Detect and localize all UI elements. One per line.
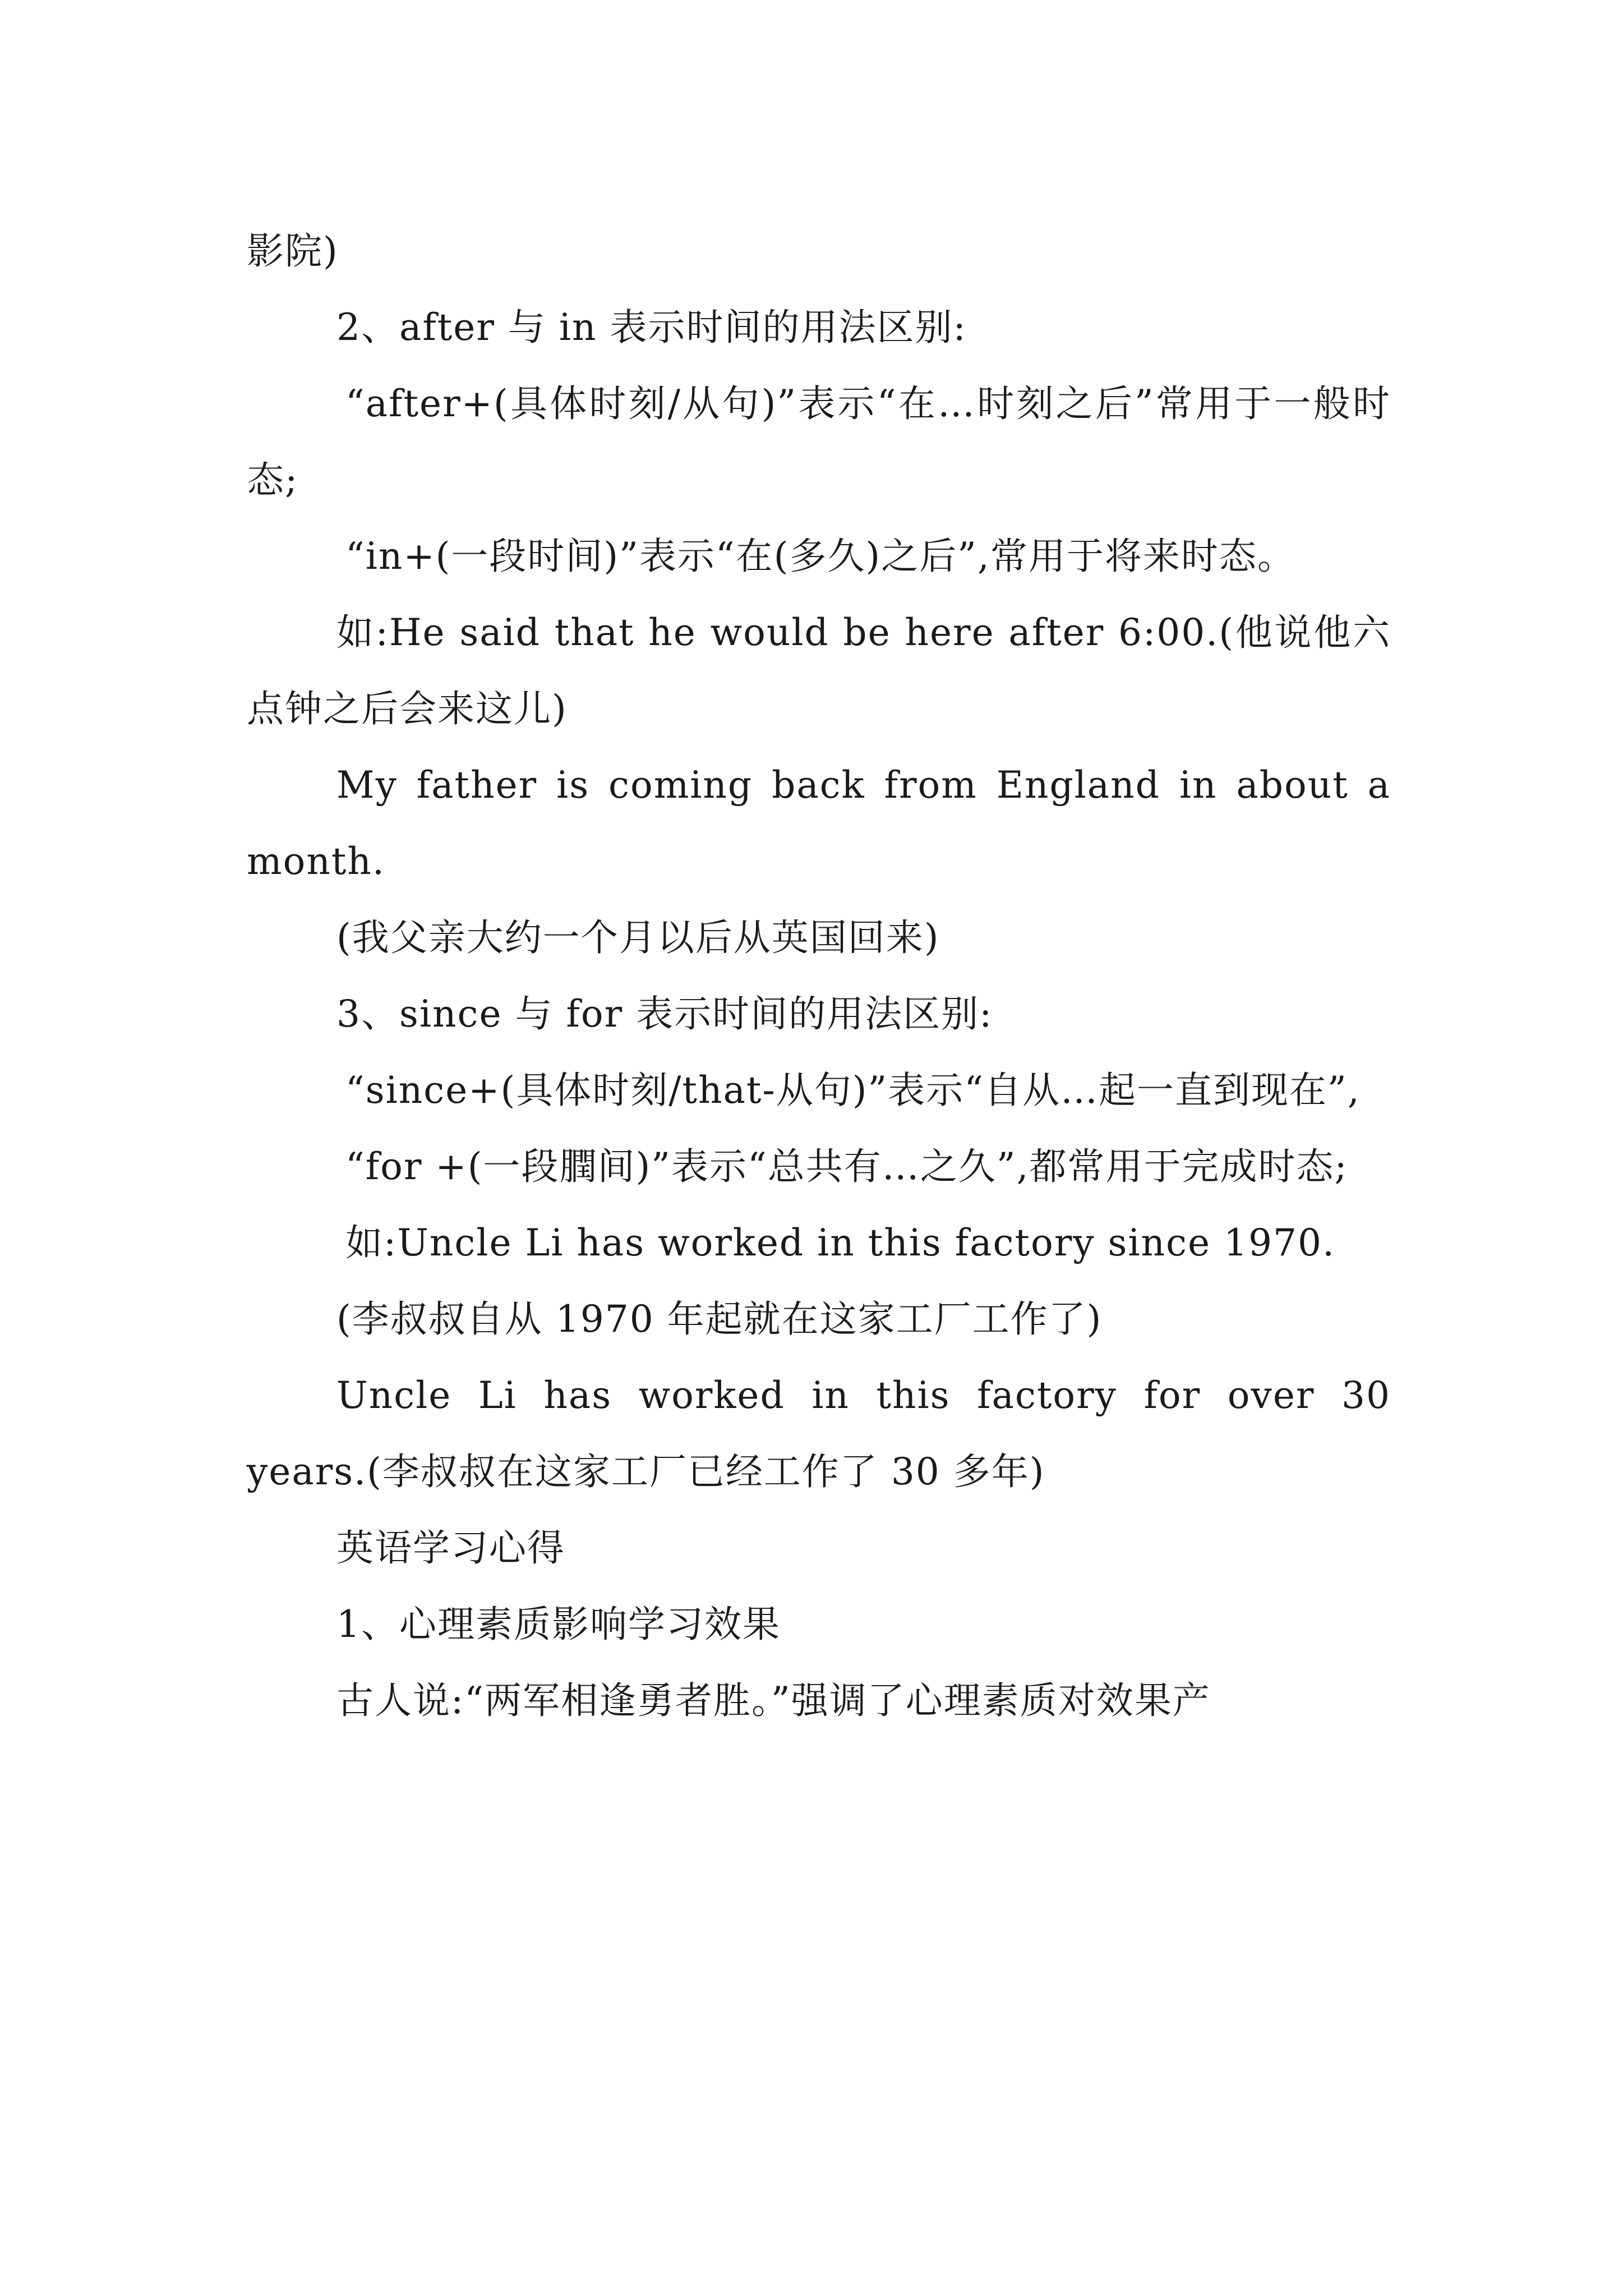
example-after-sentence: 如:He said that he would be here after 6:00.(他说他六点钟之后会来这儿) xyxy=(247,611,1391,730)
example-in-translation: (我父亲大约一个月以后从英国回来) xyxy=(336,916,940,959)
example-for-sentence: Uncle Li has worked in this factory for over 30 years.(李叔叔在这家工厂已经工作了 30 多年) xyxy=(247,1374,1391,1493)
example-in-sentence: My father is coming back from England in about a month. xyxy=(247,763,1391,883)
paragraph-since-usage: “since+(具体时刻/that-从句)”表示“自从…起一直到现在”, xyxy=(345,1069,1361,1112)
paragraph-psychology: 古人说:“两军相逢勇者胜。”强调了心理素质对效果产 xyxy=(336,1679,1211,1722)
heading-after-vs-in: 2、after 与 in 表示时间的用法区别: xyxy=(336,306,967,349)
example-since-sentence: 如:Uncle Li has worked in this factory since 1970. xyxy=(345,1221,1335,1264)
paragraph-cinema-end: 影院) xyxy=(247,229,339,273)
heading-learning-notes: 英语学习心得 xyxy=(336,1526,565,1570)
paragraph-for-usage: “for +(一段膶间)”表示“总共有…之久”,都常用于完成时态; xyxy=(345,1145,1348,1188)
document-body xyxy=(247,213,1391,1739)
heading-since-vs-for: 3、since 与 for 表示时间的用法区别: xyxy=(336,992,993,1036)
paragraph-in-usage: “in+(一段时间)”表示“在(多久)之后”,常用于将来时态。 xyxy=(345,535,1295,578)
heading-psychology: 1、心理素质影响学习效果 xyxy=(336,1603,781,1646)
paragraph-after-usage: “after+(具体时刻/从句)”表示“在…时刻之后”常用于一般时态; xyxy=(247,382,1391,501)
example-since-translation: (李叔叔自从 1970 年起就在这家工厂工作了) xyxy=(336,1297,1103,1341)
